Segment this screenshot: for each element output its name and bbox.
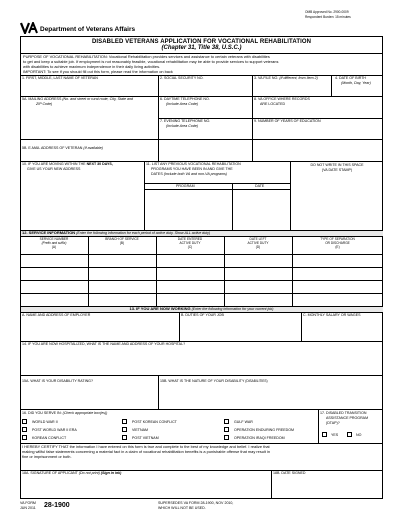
col-date-entered: DATE ENTERED ACTIVE DUTY (C) bbox=[177, 237, 203, 249]
checkbox-vietnam[interactable] bbox=[122, 427, 127, 432]
field-5b-label: 5B. E-MAIL ADDRESS OF VETERAN (If available) bbox=[22, 146, 103, 150]
checkbox-post-korean[interactable] bbox=[122, 419, 127, 424]
date-of-birth-input[interactable] bbox=[332, 87, 382, 95]
option-label: KOREAN CONFLICT bbox=[32, 435, 67, 440]
service-row[interactable] bbox=[21, 268, 382, 280]
field-11-date-header: DATE bbox=[255, 184, 265, 188]
col-separation-type: TYPE OF SEPARATION OR DISCHARGE (E) bbox=[320, 237, 355, 249]
field-11-label: 11. LIST ANY PREVIOUS VOCATIONAL REHABILITATION bbox=[146, 162, 241, 166]
field-17-label: 17. DISABLED TRANSITION bbox=[320, 411, 367, 415]
va-logo bbox=[20, 22, 38, 34]
footer-supersedes: SUPERSEDES VA FORM 28-1900, NOV 2010, bbox=[158, 501, 234, 505]
evening-phone-input[interactable] bbox=[159, 129, 251, 138]
field-1-label: 1. FIRST, MIDDLE, LAST NAME OF VETERAN bbox=[22, 76, 98, 80]
footer-va-form: VA FORM bbox=[20, 501, 36, 505]
section-12-header: 12. SERVICE INFORMATION (Enter the following information for each period of active duty. Show ALL active duty) bbox=[22, 230, 211, 235]
agency-name: Department of Veterans Affairs bbox=[40, 26, 136, 33]
checkbox-post-vietnam[interactable] bbox=[122, 435, 127, 440]
checkbox-oif[interactable] bbox=[224, 435, 229, 440]
checkbox-gulf-war[interactable] bbox=[224, 419, 229, 424]
date-signed-input[interactable] bbox=[272, 476, 382, 498]
veteran-name-input[interactable] bbox=[21, 84, 158, 95]
field-14-label: 14. IF YOU ARE NOW HOSPITALIZED, WHAT IS THE NAME AND ADDRESS OF YOUR HOSPITAL? bbox=[22, 342, 186, 346]
purpose-text: PURPOSE OF VOCATIONAL REHABILITATION: Vocational Rehabilitation provides services and assistance to certain veterans with disabilities to get and keep a suitable job. If employment is not reasonably feasible, vocational rehabilitation may be able to provide services to support veterans with disabilities to achieve maximum independence in their daily living activities. IMPORTANT: To see if you should fill out this form, please read the information on back bbox=[23, 54, 279, 74]
option-label: OPERATION IRAQI FREEDOM bbox=[234, 435, 285, 440]
certification-text: I HEREBY CERTIFY THAT the information I have entered on this form is true and complete to the best of my knowledge and belief. I realize that making willful false statements concerning a material fact in a claim of vocational rehabilitation benefits is a punishable offense that may result in fine or imprisonment or both. bbox=[22, 444, 270, 459]
field-17-label-2: ASSISTANCE PROGRAM bbox=[326, 416, 369, 420]
field-15b-label: 15B. WHAT IS THE NATURE OF YOUR DISABILITY (DISABILITIES) bbox=[160, 379, 268, 383]
field-7-hint: (Include Area Code) bbox=[166, 124, 199, 128]
va-file-no-input[interactable] bbox=[253, 84, 330, 95]
footer-supersedes-2: WHICH WILL NOT BE USED. bbox=[158, 506, 206, 510]
field-3-label: 3. VA FILE NO. (If different, from Item 2) bbox=[254, 76, 318, 80]
field-15a-label: 15A. WHAT IS YOUR DISABILITY RATING? bbox=[22, 379, 93, 383]
field-8-label: 8. VA OFFICE WHERE RECORDS bbox=[254, 97, 310, 101]
field-11-program-header: PROGRAM bbox=[176, 184, 195, 188]
mailing-address-input[interactable] bbox=[21, 107, 157, 137]
field-13b-label: B. DUTIES OF YOUR JOB bbox=[181, 313, 224, 317]
field-18a-label: 18A. SIGNATURE OF APPLICANT (Do not print) (Sign in ink) bbox=[22, 471, 122, 475]
form-subtitle: (Chapter 31, Title 38, U.S.C.) bbox=[161, 45, 242, 51]
col-date-left: DATE LEFT ACTIVE DUTY (D) bbox=[247, 237, 269, 249]
col-service-number: SERVICE NUMBER (Prefix and suffix) (A) bbox=[39, 237, 69, 249]
section-13-header: 13. IF YOU ARE NOW WORKING (Enter the following information for your current job) bbox=[129, 306, 274, 311]
va-date-stamp-label: (VA DATE STAMP) bbox=[321, 168, 353, 172]
omb-burden: Respondent Burden: 15 minutes bbox=[305, 15, 351, 19]
field-5a-hint: ZIP Code) bbox=[36, 102, 53, 106]
va-office-input[interactable] bbox=[253, 107, 382, 117]
form-title: DISABLED VETERANS APPLICATION FOR VOCATIONAL REHABILITATION bbox=[91, 39, 312, 45]
field-5a-label: 5A. MAILING ADDRESS (No. and street or rural route, City, State and bbox=[22, 97, 133, 101]
checkbox-world-war-ii[interactable] bbox=[22, 419, 27, 424]
field-13c-label: C. MONTHLY SALARY OR WAGES bbox=[303, 313, 361, 317]
col-branch: BRANCH OF SERVICE (B) bbox=[105, 237, 139, 245]
field-16-label: 16. DID YOU SERVE IN: (Check appropriate box(es)) bbox=[22, 411, 108, 415]
option-label: POST WORLD WAR II ERA bbox=[32, 427, 77, 432]
service-row[interactable] bbox=[21, 294, 382, 306]
field-4-label: 4. DATE OF BIRTH bbox=[335, 76, 367, 80]
option-label: OPERATION ENDURING FREEDOM bbox=[234, 427, 295, 432]
footer-form-number: 28-1900 bbox=[44, 502, 70, 509]
field-11-label-3: DATES (Include both VA and non-VA programs) bbox=[151, 172, 227, 176]
years-education-input[interactable] bbox=[253, 124, 382, 138]
footer-form-date: JUN 2011 bbox=[20, 506, 36, 510]
option-label: GULF WAR bbox=[234, 419, 253, 424]
service-row[interactable] bbox=[21, 255, 382, 267]
checkbox-korean-conflict[interactable] bbox=[22, 435, 27, 440]
disability-nature-input[interactable] bbox=[159, 384, 382, 408]
hospital-input[interactable] bbox=[21, 347, 382, 374]
service-row[interactable] bbox=[21, 281, 382, 293]
option-label: VIETNAM bbox=[132, 427, 148, 432]
job-duties-input[interactable] bbox=[180, 318, 300, 340]
checkbox-post-wwii[interactable] bbox=[22, 427, 27, 432]
field-4-hint: (Month, Day, Year) bbox=[341, 81, 371, 85]
email-input[interactable] bbox=[21, 151, 157, 160]
field-13a-label: A. NAME AND ADDRESS OF EMPLOYER bbox=[22, 313, 91, 317]
checkbox-dtap-yes[interactable] bbox=[322, 432, 327, 437]
employer-input[interactable] bbox=[21, 318, 178, 340]
checkbox-oef[interactable] bbox=[224, 427, 229, 432]
ssn-input[interactable] bbox=[159, 84, 251, 95]
do-not-write-label: DO NOT WRITE IN THIS SPACE bbox=[310, 163, 364, 167]
dtap-no-label: NO bbox=[356, 432, 362, 437]
field-8-label-2: ARE LOCATED bbox=[260, 102, 286, 106]
disability-rating-input[interactable] bbox=[21, 384, 157, 408]
field-6-hint: (Include Area Code) bbox=[166, 102, 199, 106]
dtap-yes-label: YES bbox=[331, 432, 339, 437]
field-10-label-2: GIVE US YOUR NEW ADDRESS bbox=[27, 167, 81, 171]
new-address-input[interactable] bbox=[21, 172, 143, 229]
field-17-label-3: (DTAP)? bbox=[326, 421, 340, 425]
field-18b-label: 18B. DATE SIGNED bbox=[273, 471, 306, 475]
previous-programs-input[interactable] bbox=[145, 190, 231, 229]
checkbox-dtap-no[interactable] bbox=[347, 432, 352, 437]
field-6-label: 6. DAYTIME TELEPHONE NO. bbox=[160, 97, 210, 101]
field-7-label: 7. EVENING TELEPHONE NO. bbox=[160, 119, 211, 123]
salary-input[interactable] bbox=[302, 318, 382, 340]
field-9-label: 9. NUMBER OF YEARS OF EDUCATION bbox=[254, 119, 321, 123]
field-11-label-2: PROGRAMS YOU HAVE BEEN IN AND GIVE THE bbox=[151, 167, 233, 171]
option-label: POST KOREAN CONFLICT bbox=[132, 419, 177, 424]
daytime-phone-input[interactable] bbox=[159, 107, 251, 117]
previous-program-dates-input[interactable] bbox=[233, 190, 289, 229]
option-label: WORLD WAR II bbox=[32, 419, 58, 424]
omb-approval: OMB Approved No. 2900-0009 bbox=[305, 10, 349, 14]
option-label: POST VIETNAM bbox=[132, 435, 159, 440]
signature-input[interactable] bbox=[21, 476, 270, 498]
field-10-label: 10. IF YOU ARE MOVING WITHIN THE NEXT 30 DAYS, bbox=[22, 162, 113, 166]
field-2-label: 2. SOCIAL SECURITY NO. bbox=[160, 76, 204, 80]
